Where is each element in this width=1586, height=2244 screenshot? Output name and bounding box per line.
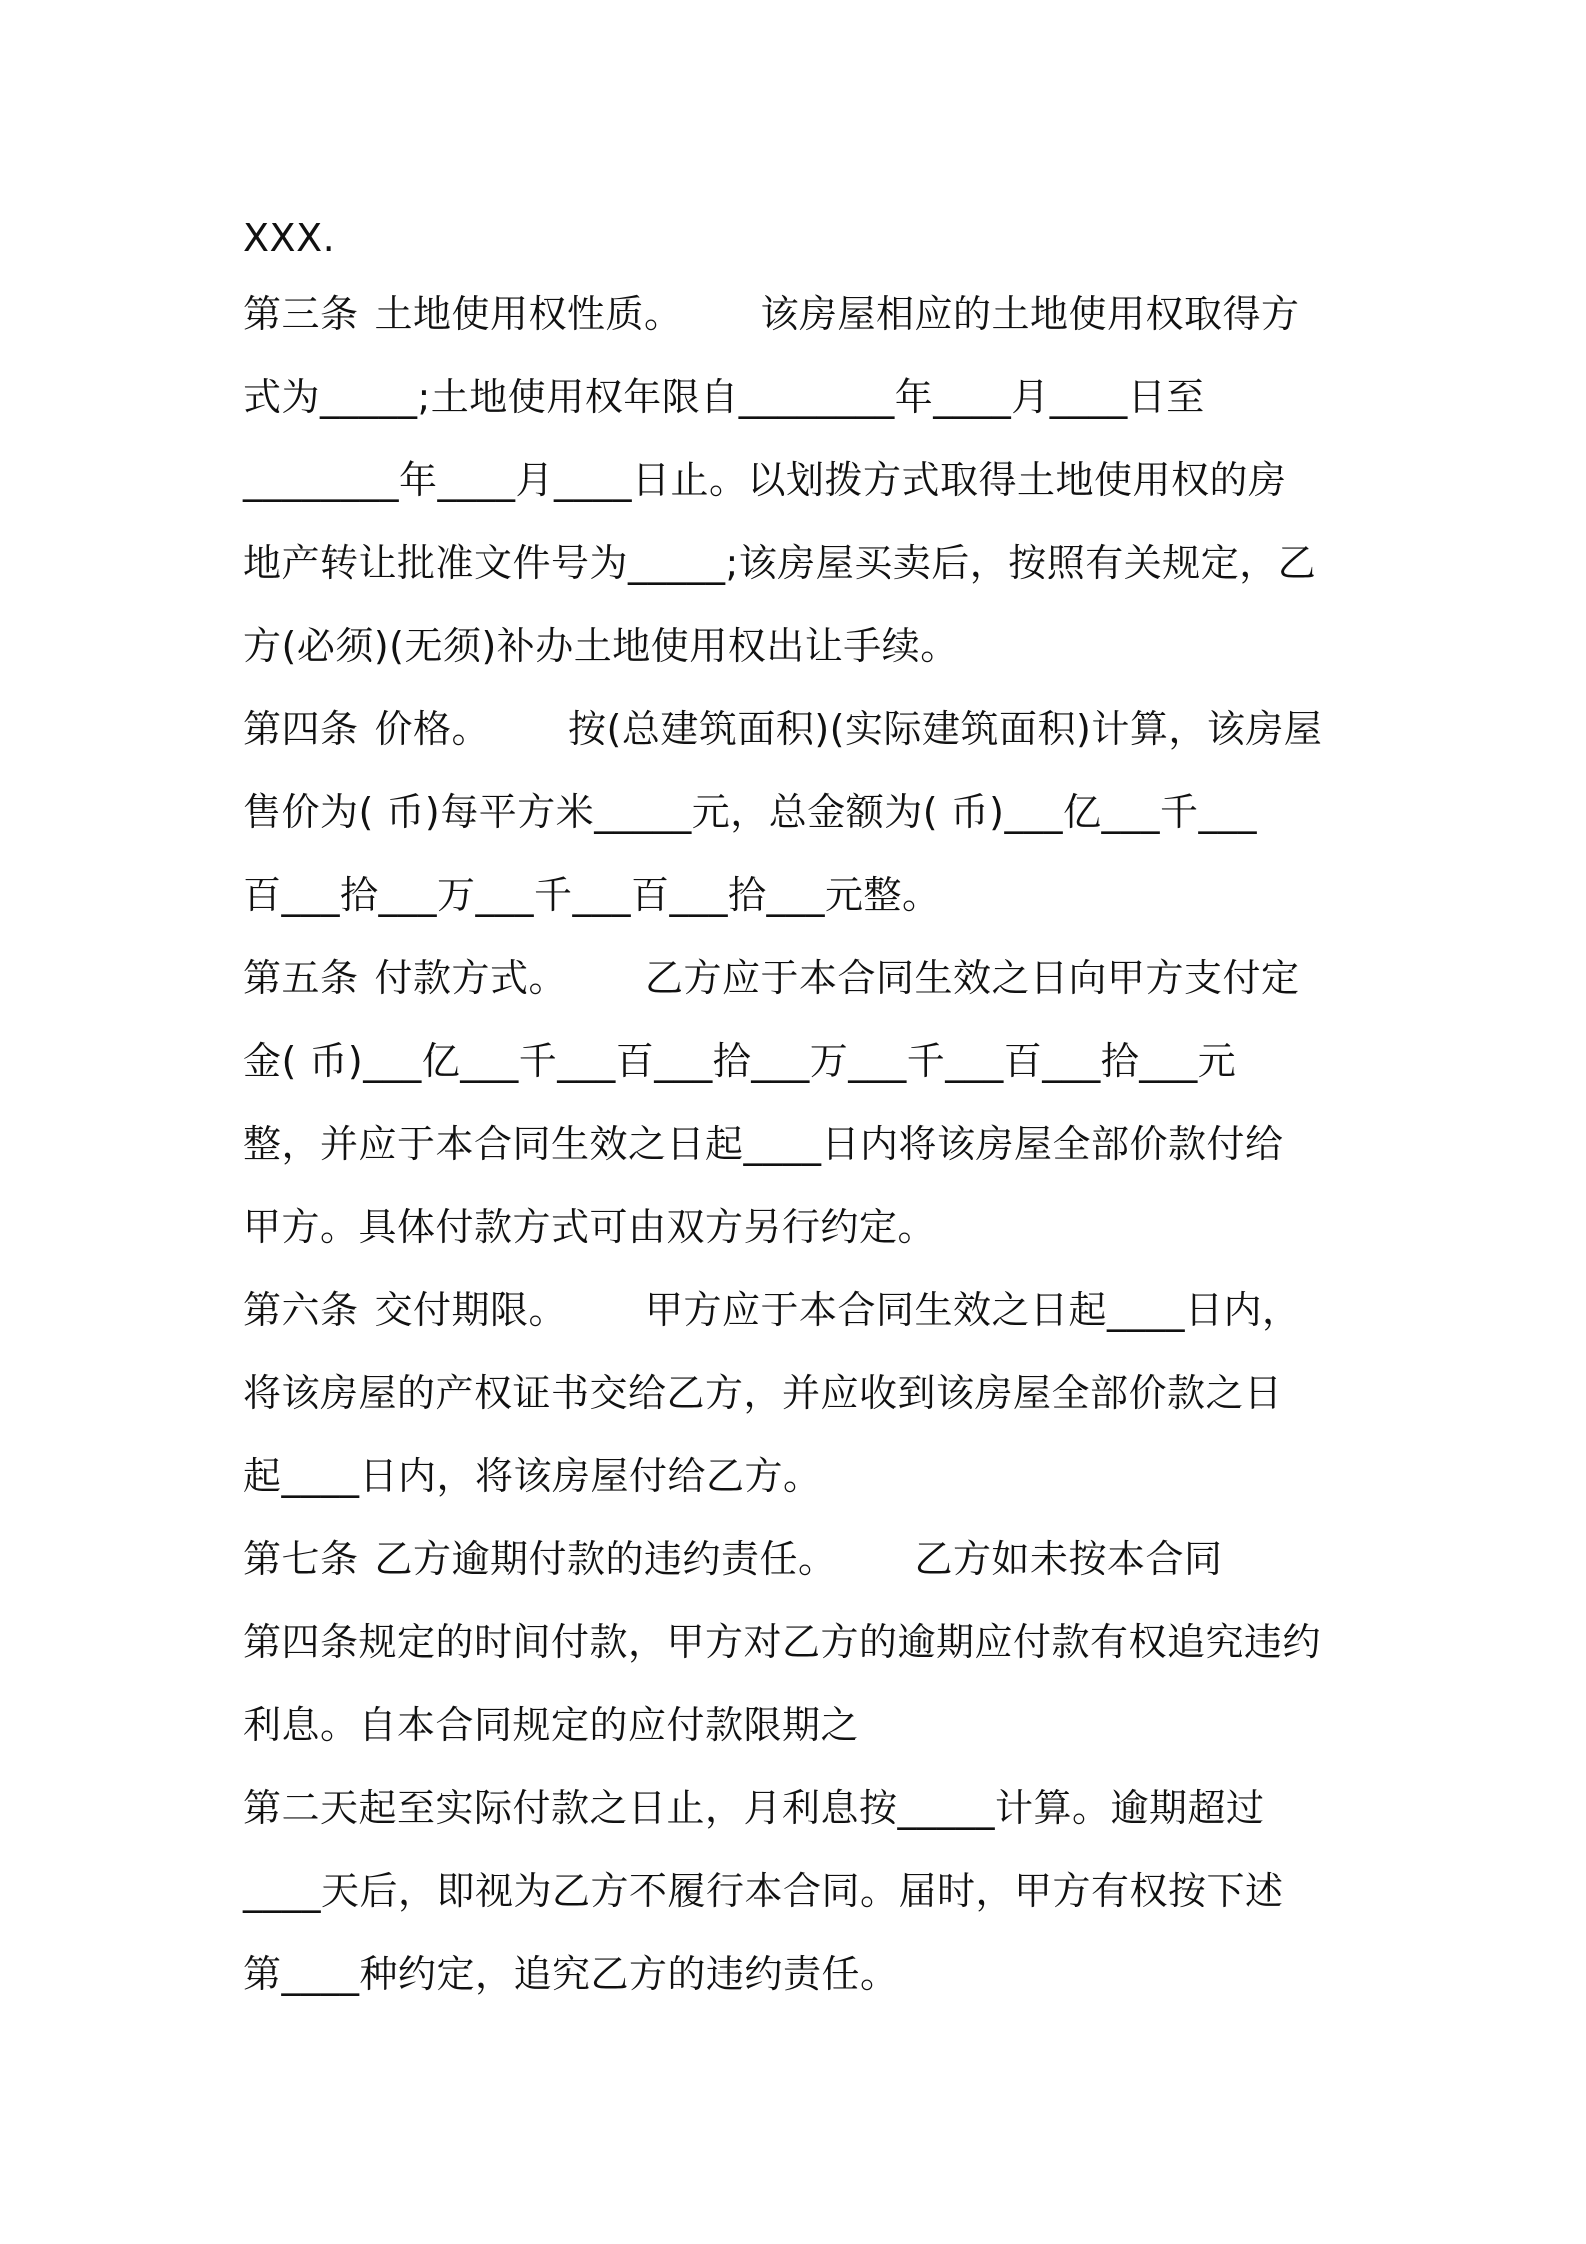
article-6-heading (243, 1286, 1363, 1334)
article-title: 土地使用权性质。 (374, 292, 683, 336)
article-4-heading (243, 705, 1363, 753)
article-title: 交付期限。 (374, 1288, 568, 1332)
article-number: 第六条 (243, 1288, 359, 1332)
text-line: 第____种约定，追究乙方的违约责任。 (243, 1952, 899, 1996)
text-line: 百___拾___万___千___百___拾___元整。 (243, 873, 941, 917)
text-line: 地产转让批准文件号为_____;该房屋买卖后，按照有关规定，乙 (243, 541, 1317, 585)
text-line: ____天后，即视为乙方不履行本合同。届时，甲方有权按下述 (243, 1869, 1284, 1913)
text-line: 利息。自本合同规定的应付款限期之 (243, 1703, 860, 1747)
article-text: 甲方应于本合同生效之日起____日内， (645, 1288, 1301, 1332)
article-title: 付款方式。 (374, 956, 568, 1000)
text-line: XXX. (243, 216, 336, 260)
text-line: 整，并应于本合同生效之日起____日内将该房屋全部价款付给 (243, 1122, 1284, 1166)
article-title: 价格。 (374, 707, 491, 751)
text-line: 甲方。具体付款方式可由双方另行约定。 (243, 1205, 937, 1249)
text-line: 式为_____;土地使用权年限自________年____月____日至 (243, 375, 1205, 419)
text-line: 第二天起至实际付款之日止，月利息按_____计算。逾期超过 (243, 1786, 1265, 1830)
article-5-heading (243, 954, 1363, 1002)
article-7-heading (243, 1535, 1363, 1583)
article-number: 第四条 (243, 707, 359, 751)
article-number: 第七条 (243, 1537, 359, 1581)
text-line: 金( 币)___亿___千___百___拾___万___千___百___拾___元 (243, 1039, 1237, 1083)
text-line: 售价为( 币)每平方米_____元，总金额为( 币)___亿___千___ (243, 790, 1257, 834)
text-line: ________年____月____日止。以划拨方式取得土地使用权的房 (243, 458, 1287, 502)
text-line: 方(必须)(无须)补办土地使用权出让手续。 (243, 624, 959, 668)
article-text: 乙方应于本合同生效之日向甲方支付定 (645, 956, 1300, 1000)
text-line: 起____日内，将该房屋付给乙方。 (243, 1454, 822, 1498)
article-number: 第五条 (243, 956, 359, 1000)
article-3-heading (243, 290, 1363, 338)
article-text: 乙方如未按本合同 (914, 1537, 1223, 1581)
article-text: 该房屋相应的土地使用权取得方 (760, 292, 1300, 336)
article-text: 按(总建筑面积)(实际建筑面积)计算，该房屋 (568, 707, 1323, 751)
article-title: 乙方逾期付款的违约责任。 (374, 1537, 837, 1581)
article-number: 第三条 (243, 292, 359, 336)
text-line: 将该房屋的产权证书交给乙方，并应收到该房屋全部价款之日 (243, 1371, 1283, 1415)
text-line: 第四条规定的时间付款，甲方对乙方的逾期应付款有权追究违约 (243, 1620, 1322, 1664)
